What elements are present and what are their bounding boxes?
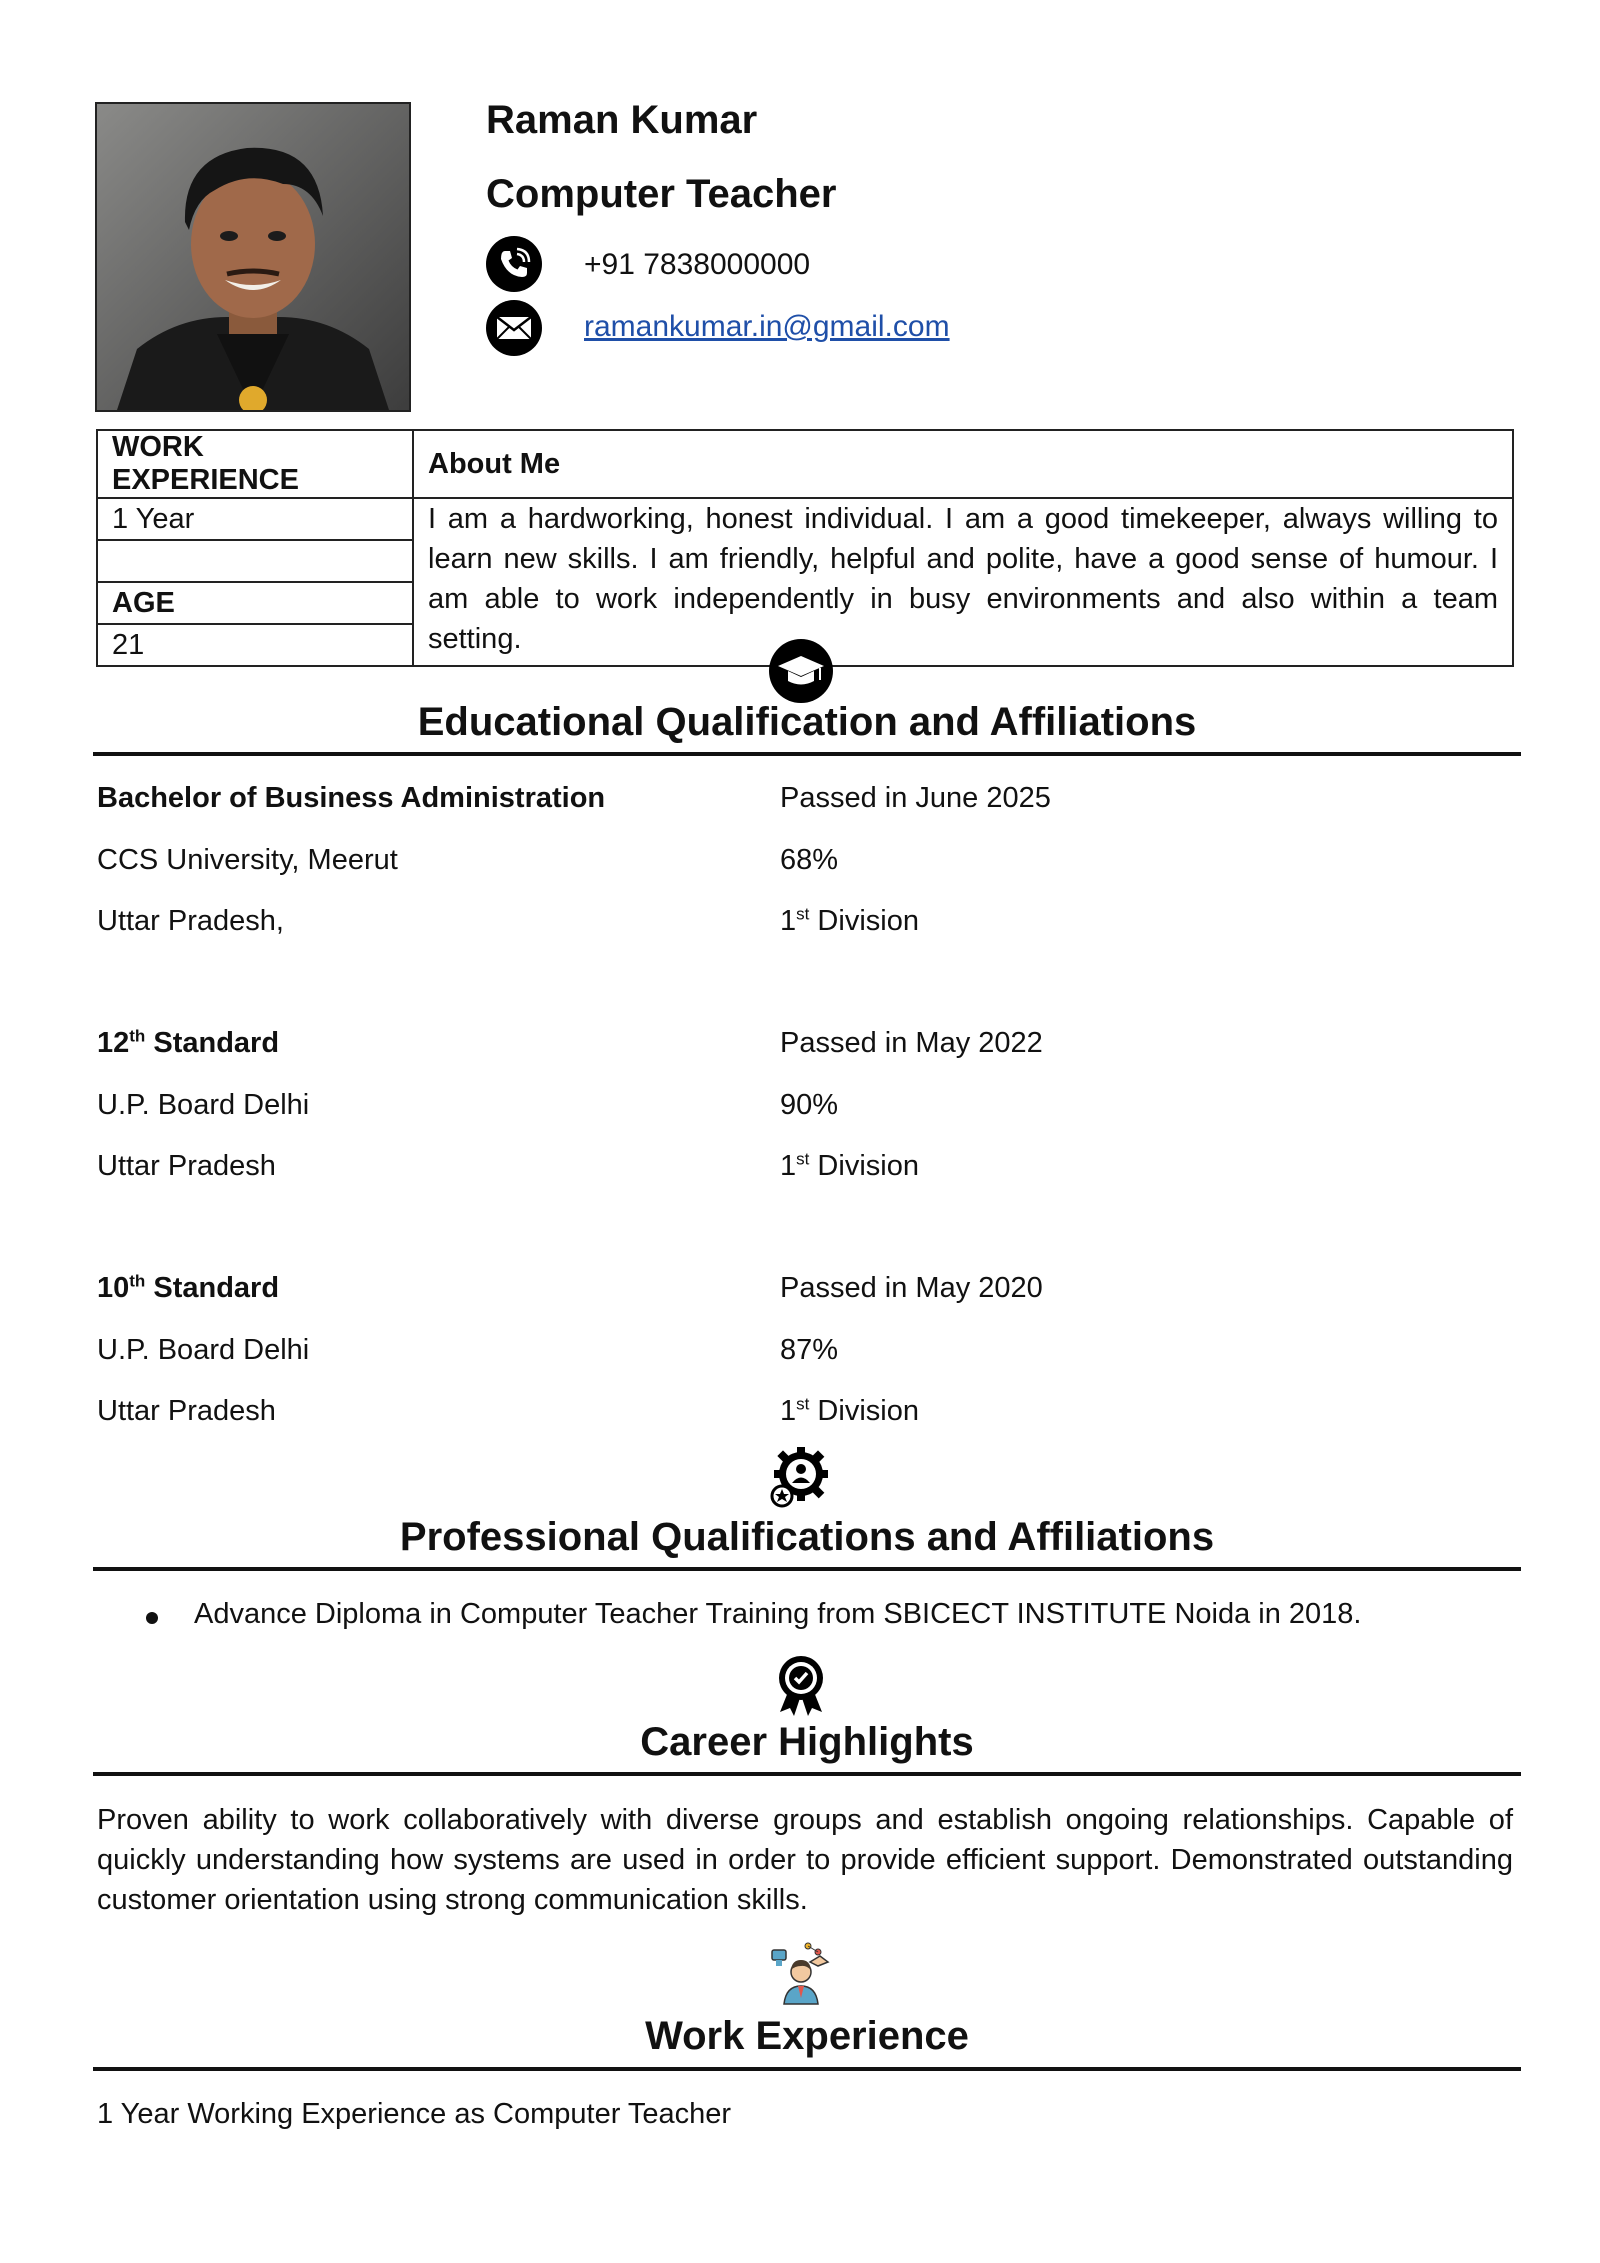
job-title: Computer Teacher	[486, 172, 837, 216]
about-me-text: I am a hardworking, honest individual. I am a good timekeeper, always willing to learn new skills. I am friendly, helpful and polite, have a good sense of humour. I am able to work independently in busy environments and also within a team setting.	[413, 498, 1513, 666]
career-divider	[93, 1772, 1521, 1776]
work-experience-label: WORK EXPERIENCE	[97, 430, 413, 498]
institution-10th: U.P. Board Delhi	[97, 1334, 310, 1366]
score-10th: 87%	[780, 1334, 839, 1366]
professional-divider	[93, 1567, 1521, 1571]
empty-cell	[97, 540, 413, 582]
career-title: Career Highlights	[640, 1720, 974, 1764]
institution-bba: CCS University, Meerut	[97, 844, 398, 876]
about-me-label: About Me	[413, 430, 1513, 498]
passed-12th: Passed in May 2022	[780, 1027, 1043, 1059]
location-bba: Uttar Pradesh,	[97, 905, 284, 937]
institution-12th: U.P. Board Delhi	[97, 1089, 310, 1121]
age-value: 21	[97, 624, 413, 666]
age-label: AGE	[97, 582, 413, 624]
education-title: Educational Qualification and Affiliations	[417, 700, 1197, 744]
gear-person-icon	[768, 1444, 834, 1510]
email-link[interactable]: ramankumar.in@gmail.com	[584, 310, 950, 343]
graduation-cap-icon	[768, 638, 834, 704]
degree-bba: Bachelor of Business Administration	[97, 782, 606, 814]
phone-icon	[486, 236, 542, 292]
envelope-icon	[486, 300, 542, 356]
work-experience-title: Work Experience	[645, 2014, 969, 2058]
score-bba: 68%	[780, 844, 839, 876]
info-table	[96, 429, 1514, 667]
career-text: Proven ability to work collaboratively with diverse groups and establish ongoing relationships. Capable of quickly understanding how systems are used in order to provide efficient support. Demonstrated outstanding customer orientation using strong communication skills.	[97, 1804, 1513, 1916]
professional-title: Professional Qualifications and Affiliations	[399, 1515, 1215, 1559]
work-experience-divider	[93, 2067, 1521, 2071]
worker-icon	[768, 1940, 834, 2006]
candidate-name: Raman Kumar	[486, 98, 758, 142]
phone-number: +91 7838000000	[584, 248, 811, 281]
work-experience-value: 1 Year	[97, 498, 413, 540]
professional-item: Advance Diploma in Computer Teacher Training from SBICECT INSTITUTE Noida in 2018.	[194, 1598, 1362, 1630]
degree-12th: 12th Standard	[97, 1026, 280, 1059]
score-12th: 90%	[780, 1089, 839, 1121]
division-bba: 1st Division	[780, 904, 919, 937]
location-10th: Uttar Pradesh	[97, 1395, 276, 1427]
bullet-point	[146, 1612, 158, 1624]
location-12th: Uttar Pradesh	[97, 1150, 276, 1182]
passed-bba: Passed in June 2025	[780, 782, 1051, 814]
division-10th: 1st Division	[780, 1394, 919, 1427]
passed-10th: Passed in May 2020	[780, 1272, 1043, 1304]
education-divider	[93, 752, 1521, 756]
award-badge-icon	[768, 1652, 834, 1718]
profile-photo	[95, 102, 411, 412]
degree-10th: 10th Standard	[97, 1271, 280, 1304]
work-experience-text: 1 Year Working Experience as Computer Teacher	[97, 2098, 732, 2130]
division-12th: 1st Division	[780, 1149, 919, 1182]
